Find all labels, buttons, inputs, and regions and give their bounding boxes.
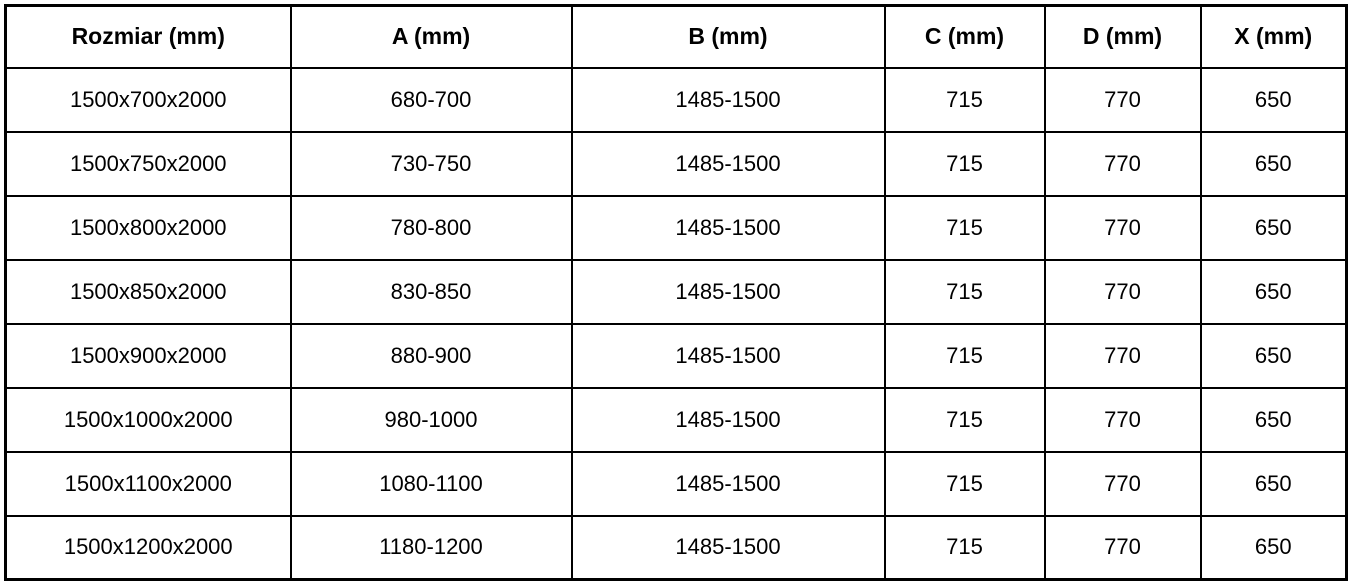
column-header-c: C (mm) xyxy=(885,6,1045,68)
cell-rozmiar: 1500x850x2000 xyxy=(6,260,291,324)
cell-a: 730-750 xyxy=(291,132,572,196)
cell-rozmiar: 1500x1000x2000 xyxy=(6,388,291,452)
cell-b: 1485-1500 xyxy=(572,516,885,580)
cell-d: 770 xyxy=(1045,196,1201,260)
cell-c: 715 xyxy=(885,388,1045,452)
size-spec-table xyxy=(4,4,1348,581)
cell-d: 770 xyxy=(1045,452,1201,516)
table-row xyxy=(6,68,1347,132)
column-header-d: D (mm) xyxy=(1045,6,1201,68)
column-header-rozmiar: Rozmiar (mm) xyxy=(6,6,291,68)
cell-d: 770 xyxy=(1045,68,1201,132)
cell-a: 1180-1200 xyxy=(291,516,572,580)
cell-d: 770 xyxy=(1045,388,1201,452)
cell-rozmiar: 1500x700x2000 xyxy=(6,68,291,132)
cell-rozmiar: 1500x1200x2000 xyxy=(6,516,291,580)
cell-x: 650 xyxy=(1201,196,1347,260)
column-header-b: B (mm) xyxy=(572,6,885,68)
cell-a: 980-1000 xyxy=(291,388,572,452)
cell-b: 1485-1500 xyxy=(572,388,885,452)
cell-rozmiar: 1500x1100x2000 xyxy=(6,452,291,516)
cell-x: 650 xyxy=(1201,516,1347,580)
cell-d: 770 xyxy=(1045,260,1201,324)
cell-c: 715 xyxy=(885,324,1045,388)
cell-a: 880-900 xyxy=(291,324,572,388)
cell-c: 715 xyxy=(885,132,1045,196)
cell-a: 830-850 xyxy=(291,260,572,324)
cell-c: 715 xyxy=(885,452,1045,516)
cell-rozmiar: 1500x800x2000 xyxy=(6,196,291,260)
cell-d: 770 xyxy=(1045,516,1201,580)
cell-c: 715 xyxy=(885,260,1045,324)
cell-b: 1485-1500 xyxy=(572,260,885,324)
cell-a: 780-800 xyxy=(291,196,572,260)
cell-b: 1485-1500 xyxy=(572,196,885,260)
cell-b: 1485-1500 xyxy=(572,68,885,132)
cell-b: 1485-1500 xyxy=(572,452,885,516)
cell-d: 770 xyxy=(1045,132,1201,196)
column-header-a: A (mm) xyxy=(291,6,572,68)
table-row xyxy=(6,132,1347,196)
header-row xyxy=(6,6,1347,68)
column-header-x: X (mm) xyxy=(1201,6,1347,68)
cell-x: 650 xyxy=(1201,132,1347,196)
cell-x: 650 xyxy=(1201,68,1347,132)
table-row xyxy=(6,324,1347,388)
cell-b: 1485-1500 xyxy=(572,132,885,196)
table-row xyxy=(6,516,1347,580)
cell-a: 1080-1100 xyxy=(291,452,572,516)
cell-rozmiar: 1500x750x2000 xyxy=(6,132,291,196)
cell-c: 715 xyxy=(885,68,1045,132)
cell-x: 650 xyxy=(1201,260,1347,324)
table-row xyxy=(6,260,1347,324)
cell-x: 650 xyxy=(1201,452,1347,516)
cell-rozmiar: 1500x900x2000 xyxy=(6,324,291,388)
cell-b: 1485-1500 xyxy=(572,324,885,388)
cell-a: 680-700 xyxy=(291,68,572,132)
table-row xyxy=(6,452,1347,516)
table-row xyxy=(6,388,1347,452)
table-row xyxy=(6,196,1347,260)
cell-x: 650 xyxy=(1201,388,1347,452)
cell-c: 715 xyxy=(885,196,1045,260)
cell-x: 650 xyxy=(1201,324,1347,388)
cell-c: 715 xyxy=(885,516,1045,580)
cell-d: 770 xyxy=(1045,324,1201,388)
